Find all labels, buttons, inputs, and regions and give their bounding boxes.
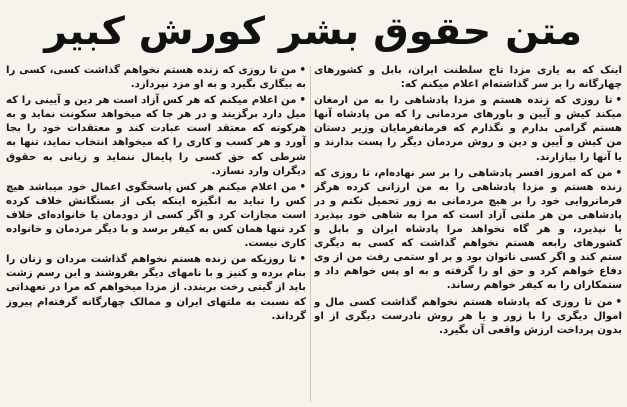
bullet-icon: •	[615, 296, 622, 308]
bullet-icon: •	[299, 95, 306, 107]
bullet-icon: •	[615, 95, 622, 107]
left-column	[6, 64, 306, 404]
article-paragraph: •من تا روزی که زنده هستم نخواهم گذاشت کسی، کسی را به بیگاری بگیرد و به او مزد نپردازد.	[6, 65, 306, 91]
article-paragraph: •من اعلام میکنم که هر کس آزاد است هر دین و آیینی را که میل دارد برگزیند و در هر جا که میخواهد سکونت نماید و به هرکوته که معتقد است عبادت کند و معتقدات خود را بجا آورد و هر کسب و کاری را که میخواهد انتخاب نماید، تنها به شرطی که حق کسی را پایمال ننماید و زیانی به حقوق دیگران وارد نسازد.	[6, 95, 306, 177]
bullet-icon: •	[299, 65, 306, 76]
column-divider	[310, 66, 311, 402]
headline-bar	[0, 0, 627, 62]
article-paragraph: •تا روزیکه من زنده هستم نخواهم گذاشت مردان و زنان را بنام برده و کنیز و با نامهای دیگر بفروشند و این رسم زشت باید از گیتی رخت بربندد. از مزدا میخواهم که مرا در تعهداتی که نسبت به ملتهای ایران و ممالک چهارگانه گرفته‌ام پیروز گرداند.	[6, 254, 306, 322]
article-paragraph: •من اعلام میکنم هر کس پاسخگوی اعمال خود میباشد هیچ کس را نباید به انگیزه اینکه یکی از بستگانش خلاف کرده است مجازات کرد و اگر کسی از دودمان یا خانواده‌ای خلاف کرد تنها همان کس به کیفر برسد و با دیگر مردمان و خانواده کاری نیست.	[6, 181, 306, 250]
bullet-icon: •	[615, 167, 622, 179]
bullet-icon: •	[299, 254, 306, 266]
article-paragraph: •تا روزی که زنده هستم و مزدا پادشاهی را به من ارمغان میکند کیش و آیین و باورهای مردمانی را که من پادشاه آنها هستم گرامی بدارم و نگذارم که فرمانفرمایان وزیر دستان من کیش و آیین و دین و روش مردمان دیگر را پست بدارند و یا آنها را بیازارند.	[314, 95, 622, 163]
article-paragraph: •من تا روزی که پادشاه هستم نخواهم گذاشت کسی مال و اموال دیگری را با زور و یا هر روش نادرست دیگری از او بدون پرداخت ارزش واقعی آن بگیرد.	[314, 296, 622, 336]
article-paragraph: •من که امروز افسر پادشاهی را بر سر نهاده‌ام، تا روزی که زنده هستم و مزدا پادشاهی را به من ارزانی کرده هرگز فرمانروایی خود را بر هیچ مردمانی به زور تحمیل نکنم و در پادشاهی من هر ملتی آزاد است که مرا به شاهی خود بپذیرد یا نپذیرد، و هر گاه نخواهد مرا پادشاه ایران و بابل و کشورهای رابعه هستم نخواهم گذاشت که کسی به دیگری ستم کند و اگر کسی ناتوان بود و بر او ستمی رفت من از وی دفاع خواهم کرد و حق او را گرفته و به او پس خواهم داد و ستمکاران را به کیفر خواهم رساند.	[314, 167, 622, 292]
page-title: متن حقوق بشر کورش کبیر	[44, 9, 583, 53]
intro-paragraph: اینک که به یاری مزدا تاج سلطنت ایران، بابل و کشورهای چهارگانه را بر سر گذاشته‌ام اعلام میکنم که:	[314, 65, 622, 91]
bullet-icon: •	[299, 181, 306, 193]
right-column	[314, 64, 622, 404]
